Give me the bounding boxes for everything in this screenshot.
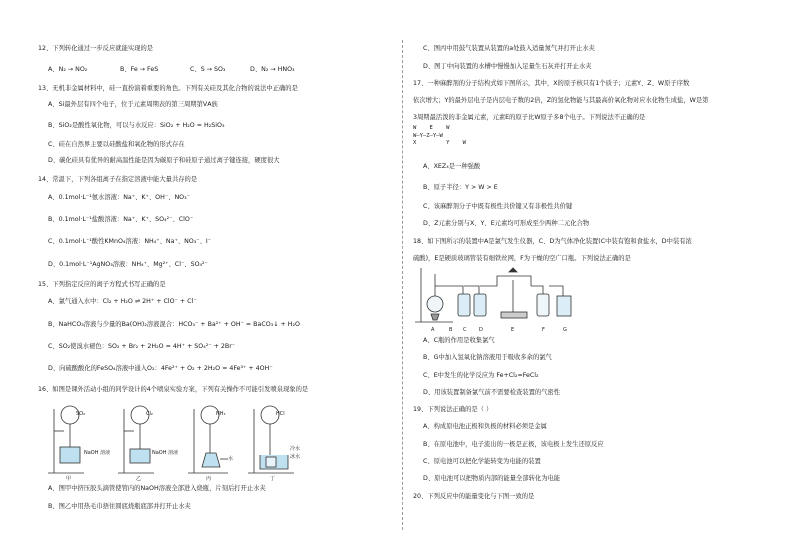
question-14-stem: 14、常温下，下列各组离子在指定溶液中能大量共存的是 <box>38 176 198 183</box>
figure-solution-label-jia: NaOH 溶液 <box>84 450 111 456</box>
question-16-option-c: C、图丙中用鼓气装置从装置的a处鼓入适量氮气并打开止水夹 <box>423 45 595 52</box>
question-19-option-d: D、原电池可以把物质内部的能量全部转化为电能 <box>423 475 561 482</box>
question-16-stem: 16、如图是课外活动小组的同学设计的4个喷泉实验方案，下列有关操作不可能引发喷泉现象的是 <box>38 386 309 393</box>
question-15-option-a: A、氯气通入水中：Cl₂ + H₂O ⇌ 2H⁺ + ClO⁻ + Cl⁻ <box>48 298 197 305</box>
figure-ice-water-label: 冰水 <box>290 454 301 460</box>
chlorine-apparatus-figure <box>413 264 593 334</box>
question-13-stem: 13、无机非金属材料中，硅一直扮演着重要的角色。下列有关硅及其化合物的说法中正确的是 <box>38 85 298 92</box>
question-14-option-c: C、0.1mol·L⁻¹酸性KMnO₄溶液：NH₄⁺、Na⁺、NO₃⁻、I⁻ <box>48 238 212 245</box>
question-17-stem-line-3: 3周期最活泼的非金属元素，元素E的原子比W原子多8个电子。下列说法不正确的是 <box>413 114 646 121</box>
question-17-stem-line-1: 17、一种麻醉剂的分子结构式如下图所示，其中，X的原子核只有1个质子；元素Y、Z、W原子序数 <box>413 80 690 87</box>
structure-middle-row: W—Y—Z—Y—W <box>413 132 443 139</box>
apparatus-label-d: D <box>479 327 483 333</box>
question-14-option-a: A、0.1mol·L⁻¹氨水溶液：Na⁺、K⁺、OH⁻、NO₃⁻ <box>48 194 190 201</box>
question-12-option-a: A、N₂ → NO₂ <box>48 66 88 73</box>
structure-bottom-row: X Y W <box>413 140 466 146</box>
question-20-stem: 20、下列反应中的能量变化与下图一致的是 <box>413 493 535 500</box>
apparatus-label-g: G <box>563 327 567 333</box>
chlorine-apparatus-drawing <box>413 264 593 326</box>
question-14-option-b: B、0.1mol·L⁻¹盐酸溶液：Na⁺、K⁺、SO₄²⁻、ClO⁻ <box>48 216 194 223</box>
question-15-option-c: C、SO₂使溴水褪色：SO₂ + Br₂ + 2H₂O = 4H⁺ + SO₄²⁻ + 2Br⁻ <box>48 343 236 350</box>
question-17-option-c: C、该麻醉剂分子中既有极性共价键又有非极性共价键 <box>423 203 573 210</box>
question-18-stem-line-2: 硫酸)，E是硬质玻璃管装有细铁丝网，F为干燥的空广口瓶。下列说法正确的是 <box>413 255 631 262</box>
figure-caption-yi: 乙 <box>136 476 142 482</box>
question-17-option-a: A、XEZ₄是一种强酸 <box>423 163 481 170</box>
figure-gas-label-bing: NH₃ <box>216 411 226 417</box>
question-19-stem: 19、下列说法正确的是（ ） <box>413 406 493 413</box>
figure-gas-label-jia: SO₂ <box>76 411 86 417</box>
figure-caption-bing: 丙 <box>206 476 212 482</box>
apparatus-label-e: E <box>511 327 515 333</box>
apparatus-label-b: B <box>449 327 453 333</box>
question-16-option-d: D、图丁中向装置的水槽中慢慢加入足量生石灰并打开止水夹 <box>423 63 592 70</box>
question-17-stem-line-2: 依次增大；Y的最外层电子是内层电子数的2倍，Z的氢化物能与其最高价氧化物对应水化物生成盐，W是第 <box>413 97 709 104</box>
question-12-option-b: B、Fe → FeS <box>120 66 159 73</box>
question-19-option-c: C、原电池可以把化学能转变为电能的装置 <box>423 458 541 465</box>
question-19-option-a: A、构成原电池正极和负极的材料必须是金属 <box>423 423 547 430</box>
question-13-option-c: C、硅在自然界主要以硅酸盐和氧化物的形式存在 <box>48 141 185 148</box>
structure-top-row: W E W <box>413 125 450 131</box>
question-12-option-d: D、N₂ → HNO₃ <box>250 66 295 73</box>
question-18-option-a: A、C瓶的作用是收集氯气 <box>423 337 495 344</box>
question-17-option-d: D、Z元素分别与X、Y、E元素均可形成至少两种二元化合物 <box>423 220 590 227</box>
figure-gas-label-yi: Cl₂ <box>146 411 153 417</box>
figure-caption-jia: 甲 <box>66 476 72 482</box>
apparatus-label-f: F <box>542 327 545 333</box>
figure-caption-ding: 丁 <box>270 476 276 482</box>
apparatus-label-a: A <box>431 327 435 333</box>
column-divider <box>402 40 403 530</box>
question-12-stem: 12、下列转化通过一步反应就能实现的是 <box>38 45 154 52</box>
question-17-option-b: B、原子半径：Y > W > E <box>423 184 498 191</box>
question-18-option-c: C、E中发生的化学反应为 Fe+Cl₂=FeCl₂ <box>423 372 539 379</box>
question-16-option-b: B、图乙中用热毛巾捂住圆底烧瓶底部并打开止水夹 <box>48 503 191 510</box>
question-19-option-b: B、在原电池中，电子流出的一极是正极，该电极上发生还原反应 <box>423 441 604 448</box>
question-18-option-d: D、用该装置制备氯气前不需要检查装置的气密性 <box>423 389 561 396</box>
question-13-option-b: B、SiO₂是酸性氧化物，可以与水反应：SiO₂ + H₂O = H₂SiO₃ <box>48 122 225 129</box>
question-18-stem-line-1: 18、如下图所示的装置中A是氯气发生仪器，C、D为气体净化装置(C中装有饱和食盐水，D中装有浓 <box>413 238 692 245</box>
question-12-option-c: C、S → SO₃ <box>190 66 226 73</box>
question-15-stem: 15、下列指定反应的离子方程式书写正确的是 <box>38 281 166 288</box>
figure-gas-label-ding: HCl <box>276 411 285 417</box>
apparatus-label-c: C <box>463 327 467 333</box>
question-16-option-a: A、图甲中挤压胶头滴管使管内的NaOH溶液全部进入烧瓶，片刻后打开止水夹 <box>48 485 266 492</box>
question-13-option-d: D、碳化硅具有优异的耐高温性能是因为碳原子和硅原子通过离子键连接，硬度很大 <box>48 157 280 164</box>
question-14-option-d: D、0.1mol·L⁻¹AgNO₃溶液：NH₄⁺、Mg²⁺、Cl⁻、SO₄²⁻ <box>48 261 208 268</box>
figure-solution-label-yi: NaOH 溶液 <box>152 450 179 456</box>
question-15-option-d: D、向硫酸酸化的FeSO₄溶液中通入O₂：4Fe²⁺ + O₂ + 2H₂O = 4Fe³⁺ + 4OH⁻ <box>48 365 273 372</box>
fountain-experiment-figure <box>44 401 314 481</box>
question-18-option-b: B、G中加入氢氧化钠溶液用于吸收多余的氯气 <box>423 354 552 361</box>
figure-cold-water-label: 冷水 <box>290 446 301 452</box>
question-15-option-b: B、NaHCO₃溶液与少量的Ba(OH)₂溶液混合：HCO₃⁻ + Ba²⁺ + OH⁻ = BaCO₃↓ + H₂O <box>48 321 301 328</box>
molecule-structure-formula <box>413 125 483 155</box>
figure-water-label: 水 <box>228 456 234 462</box>
question-13-option-a: A、Si最外层有四个电子，位于元素周期表的第三周期第ⅤA族 <box>48 101 218 108</box>
